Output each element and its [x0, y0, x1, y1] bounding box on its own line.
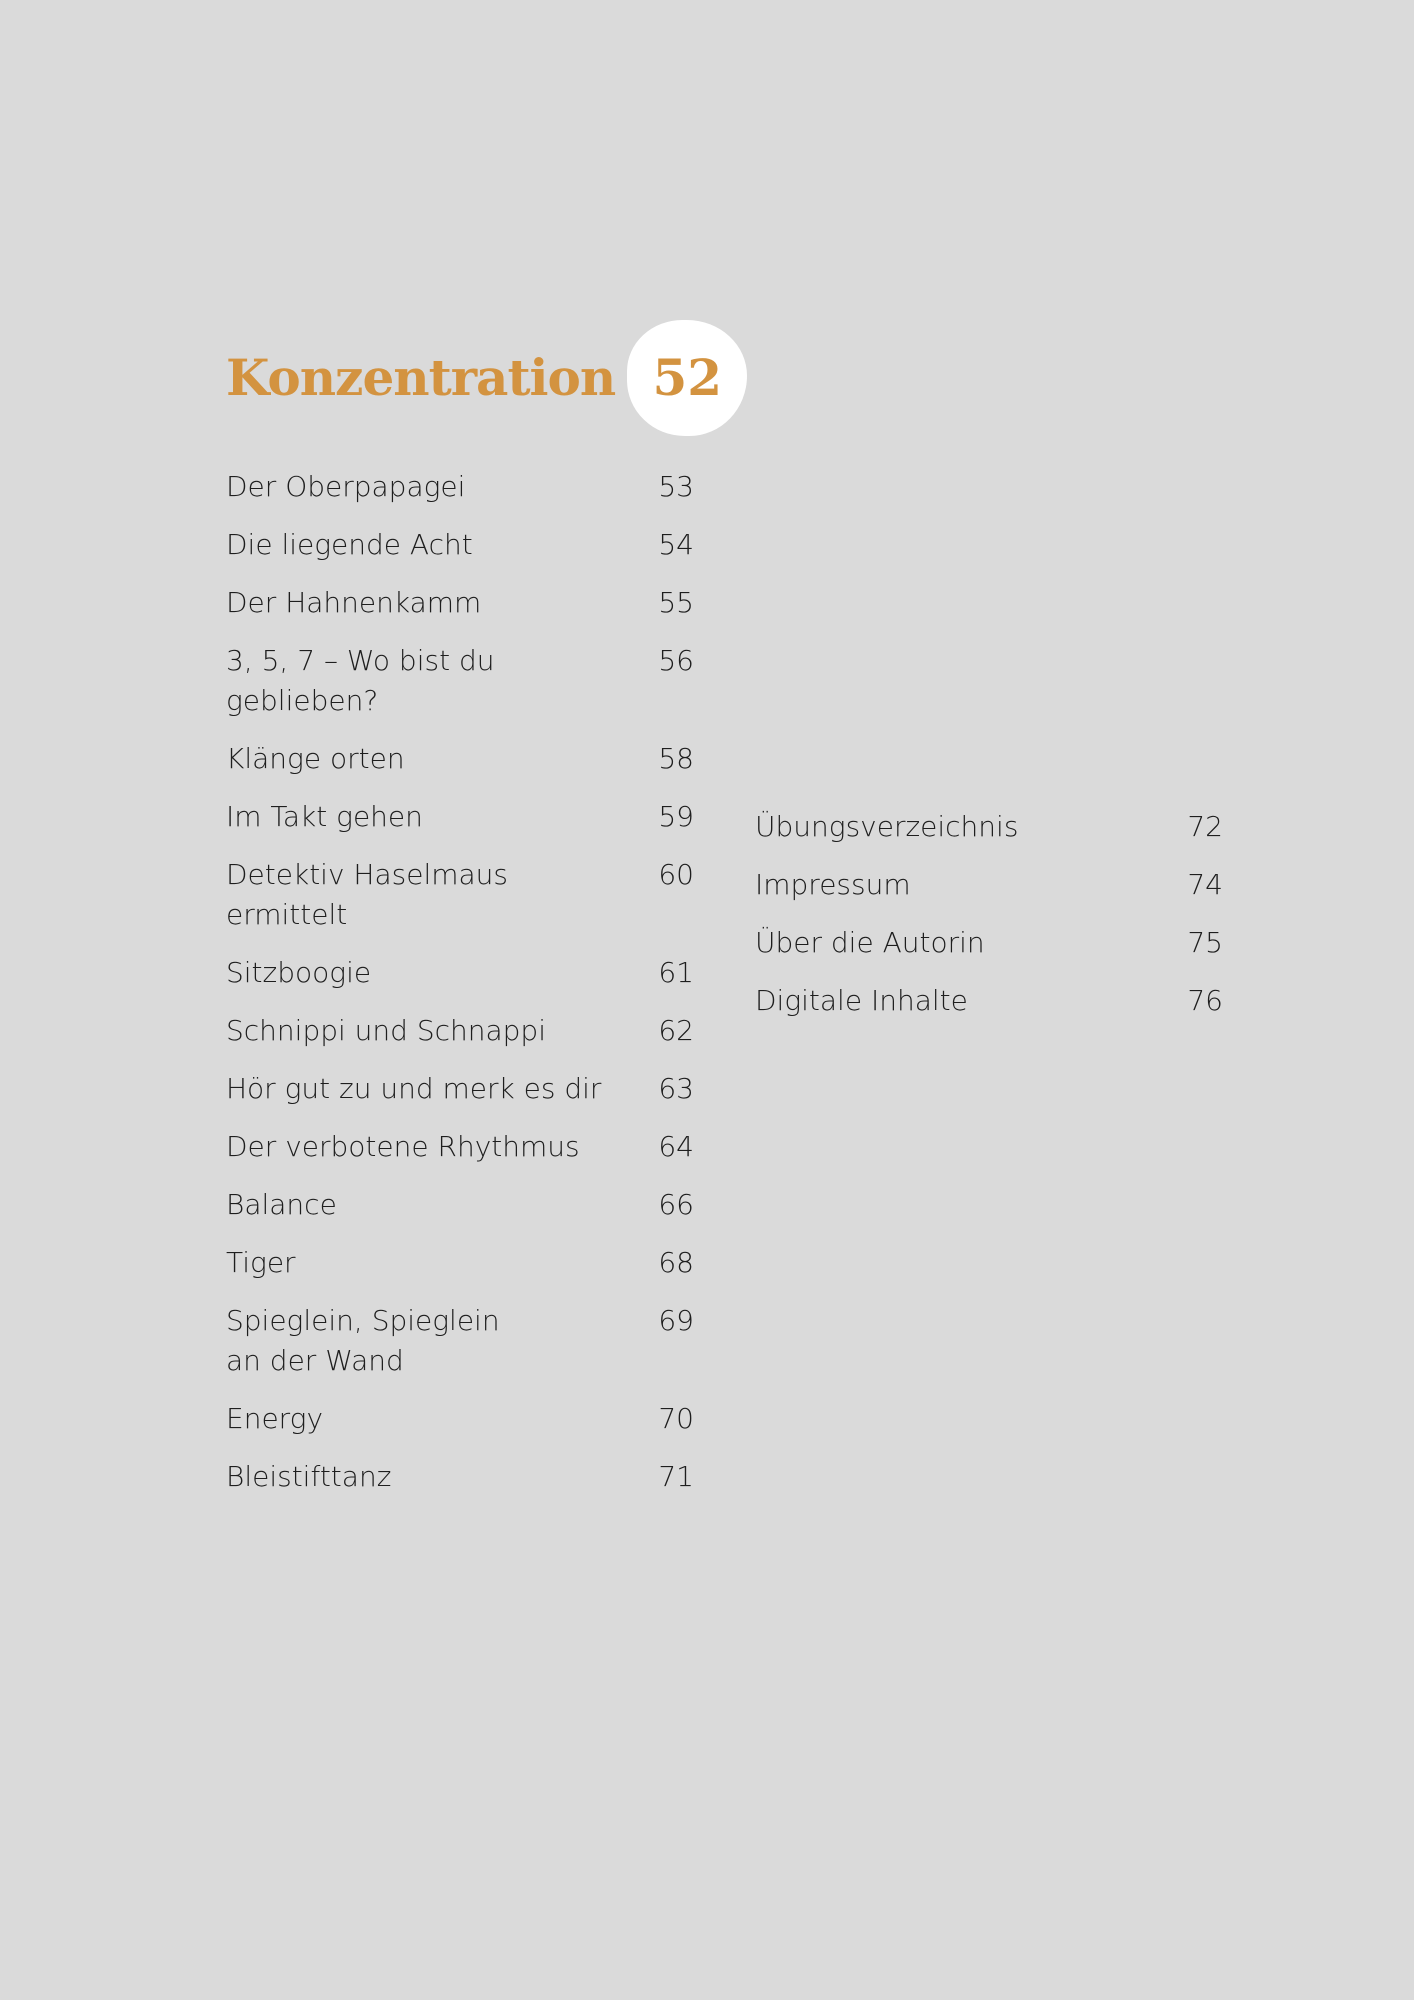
toc-entry-page: 70: [658, 1402, 694, 1435]
toc-entry-label: Klänge orten: [226, 742, 405, 775]
toc-entry[interactable]: [755, 923, 1223, 963]
toc-entry-page: 62: [658, 1014, 694, 1047]
toc-entry[interactable]: [226, 1185, 694, 1225]
toc-entry-label: Schnippi und Schnappi: [226, 1014, 546, 1047]
toc-entry-label: Detektiv Haselmaus ermittelt: [226, 858, 509, 931]
toc-entry-page: 53: [658, 470, 694, 503]
toc-entry[interactable]: [226, 1457, 694, 1497]
toc-entry-page: 54: [658, 528, 694, 561]
toc-entry[interactable]: [755, 981, 1223, 1021]
toc-list-left: [226, 467, 694, 1515]
section-page-badge: 52: [627, 320, 747, 436]
toc-entry-page: 58: [658, 742, 694, 775]
toc-entry[interactable]: [226, 467, 694, 507]
toc-entry[interactable]: [226, 1127, 694, 1167]
toc-entry-label: Übungsverzeichnis: [755, 810, 1019, 843]
toc-entry-label: 3, 5, 7 – Wo bist du geblieben?: [226, 644, 495, 717]
toc-entry-page: 72: [1187, 810, 1223, 843]
toc-entry[interactable]: [226, 641, 694, 721]
toc-entry-label: Die liegende Acht: [226, 528, 473, 561]
toc-entry-label: Sitzboogie: [226, 956, 372, 989]
toc-entry-label: Bleistifttanz: [226, 1460, 392, 1493]
toc-entry-label: Balance: [226, 1188, 337, 1221]
toc-entry-label: Digitale Inhalte: [755, 984, 968, 1017]
toc-entry-page: 71: [658, 1460, 694, 1493]
toc-entry-page: 75: [1187, 926, 1223, 959]
toc-entry-label: Der Oberpapagei: [226, 470, 466, 503]
toc-entry-page: 56: [658, 644, 694, 677]
toc-list-right: [755, 807, 1223, 1039]
toc-entry[interactable]: [226, 739, 694, 779]
toc-entry-label: Im Takt gehen: [226, 800, 423, 833]
toc-entry-page: 66: [658, 1188, 694, 1221]
toc-entry[interactable]: [226, 583, 694, 623]
toc-entry[interactable]: [226, 1011, 694, 1051]
toc-entry-page: 64: [658, 1130, 694, 1163]
toc-entry-page: 63: [658, 1072, 694, 1105]
toc-entry-label: Der Hahnenkamm: [226, 586, 482, 619]
toc-entry-page: 74: [1187, 868, 1223, 901]
toc-entry-label: Hör gut zu und merk es dir: [226, 1072, 602, 1105]
toc-entry[interactable]: [226, 1069, 694, 1109]
toc-entry[interactable]: [755, 865, 1223, 905]
toc-entry-label: Energy: [226, 1402, 324, 1435]
toc-entry-page: 69: [658, 1304, 694, 1337]
toc-entry[interactable]: [226, 953, 694, 993]
toc-entry[interactable]: [226, 525, 694, 565]
toc-entry-page: 76: [1187, 984, 1223, 1017]
toc-entry[interactable]: [226, 1243, 694, 1283]
toc-entry-label: Impressum: [755, 868, 911, 901]
toc-entry-page: 60: [658, 858, 694, 891]
toc-entry-label: Über die Autorin: [755, 926, 985, 959]
toc-entry[interactable]: [226, 1301, 694, 1381]
toc-entry-label: Tiger: [226, 1246, 296, 1279]
toc-entry-page: 61: [658, 956, 694, 989]
section-title: Konzentration: [226, 348, 616, 407]
toc-entry-page: 59: [658, 800, 694, 833]
toc-entry[interactable]: [226, 797, 694, 837]
toc-entry[interactable]: [226, 855, 694, 935]
toc-entry-label: Der verbotene Rhythmus: [226, 1130, 580, 1163]
toc-entry[interactable]: [755, 807, 1223, 847]
toc-entry-page: 55: [658, 586, 694, 619]
toc-entry[interactable]: [226, 1399, 694, 1439]
section-header: [226, 320, 747, 436]
toc-entry-label: Spieglein, Spieglein an der Wand: [226, 1304, 500, 1377]
toc-entry-page: 68: [658, 1246, 694, 1279]
